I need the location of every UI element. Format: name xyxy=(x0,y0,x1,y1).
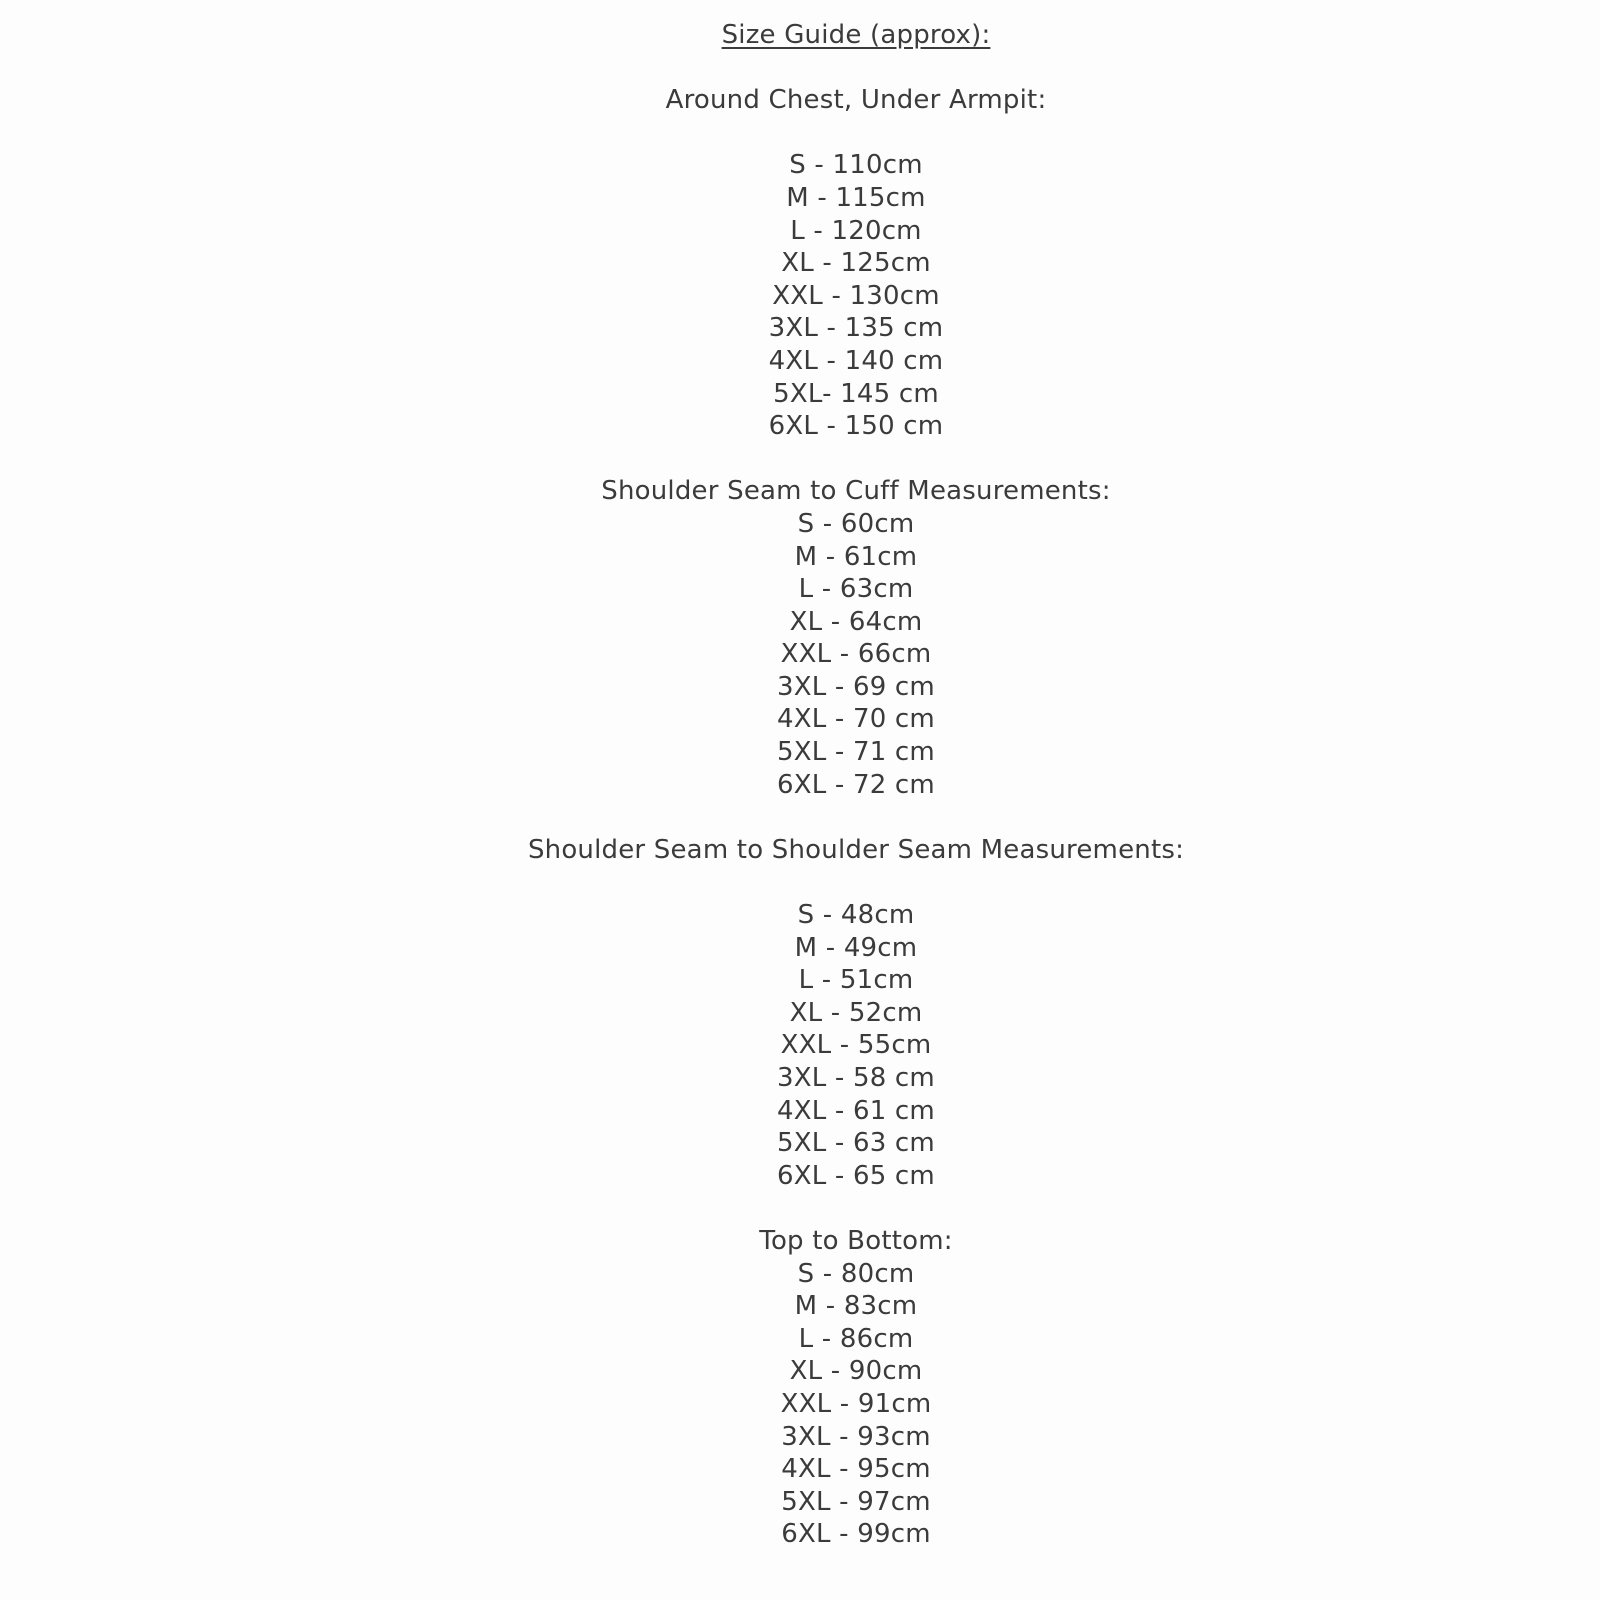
size-row: 3XL - 93cm xyxy=(781,1421,931,1452)
size-row: 5XL - 63 cm xyxy=(777,1128,935,1159)
spacer-line xyxy=(112,801,1600,834)
size-row: S - 80cm xyxy=(797,1258,915,1289)
size-row: 5XL - 71 cm xyxy=(777,737,935,768)
spacer-line xyxy=(112,117,1600,150)
size-row: S - 60cm xyxy=(797,508,915,539)
size-row: 4XL - 95cm xyxy=(781,1454,931,1485)
size-row: S - 110cm xyxy=(789,150,923,181)
size-row: XL - 52cm xyxy=(789,997,923,1028)
size-row: M - 115cm xyxy=(786,182,926,213)
section-heading: Around Chest, Under Armpit: xyxy=(665,85,1047,116)
size-row: 4XL - 61 cm xyxy=(777,1095,935,1126)
section-heading: Shoulder Seam to Cuff Measurements: xyxy=(601,476,1111,507)
spacer-line xyxy=(112,52,1600,85)
size-row: L - 51cm xyxy=(798,965,914,996)
size-row: 6XL - 65 cm xyxy=(777,1160,935,1191)
size-row: M - 83cm xyxy=(794,1291,918,1322)
size-row: L - 63cm xyxy=(798,574,914,605)
spacer-line xyxy=(112,866,1600,899)
size-row: 6XL - 150 cm xyxy=(768,411,944,442)
size-row: M - 49cm xyxy=(794,932,918,963)
size-row: 3XL - 69 cm xyxy=(777,671,935,702)
size-row: 4XL - 140 cm xyxy=(768,345,944,376)
size-guide-sections xyxy=(112,84,1600,1551)
size-row: XL - 90cm xyxy=(789,1356,923,1387)
size-row: XL - 64cm xyxy=(789,606,923,637)
size-row: XXL - 130cm xyxy=(772,280,940,311)
size-row: XXL - 66cm xyxy=(780,639,932,670)
size-row: M - 61cm xyxy=(794,541,918,572)
size-row: 5XL - 97cm xyxy=(781,1486,931,1517)
page-title: Size Guide (approx): xyxy=(721,20,991,50)
size-row: XXL - 55cm xyxy=(780,1030,932,1061)
size-row: L - 120cm xyxy=(790,215,922,246)
size-row: 6XL - 99cm xyxy=(781,1519,931,1550)
size-row: 4XL - 70 cm xyxy=(777,704,935,735)
section-heading: Top to Bottom: xyxy=(759,1225,953,1256)
size-row: 3XL - 58 cm xyxy=(777,1063,935,1093)
size-guide-document xyxy=(112,0,1600,1551)
size-row: L - 86cm xyxy=(798,1323,914,1354)
spacer-line xyxy=(112,443,1600,476)
spacer-line xyxy=(112,1192,1600,1225)
section-heading: Shoulder Seam to Shoulder Seam Measurements: xyxy=(527,834,1185,865)
size-row: XL - 125cm xyxy=(781,248,931,279)
size-row: 6XL - 72 cm xyxy=(777,769,935,800)
size-row: 3XL - 135 cm xyxy=(768,313,944,344)
size-row: S - 48cm xyxy=(797,900,915,931)
size-row: XXL - 91cm xyxy=(780,1388,932,1419)
size-row: 5XL- 145 cm xyxy=(773,378,939,409)
